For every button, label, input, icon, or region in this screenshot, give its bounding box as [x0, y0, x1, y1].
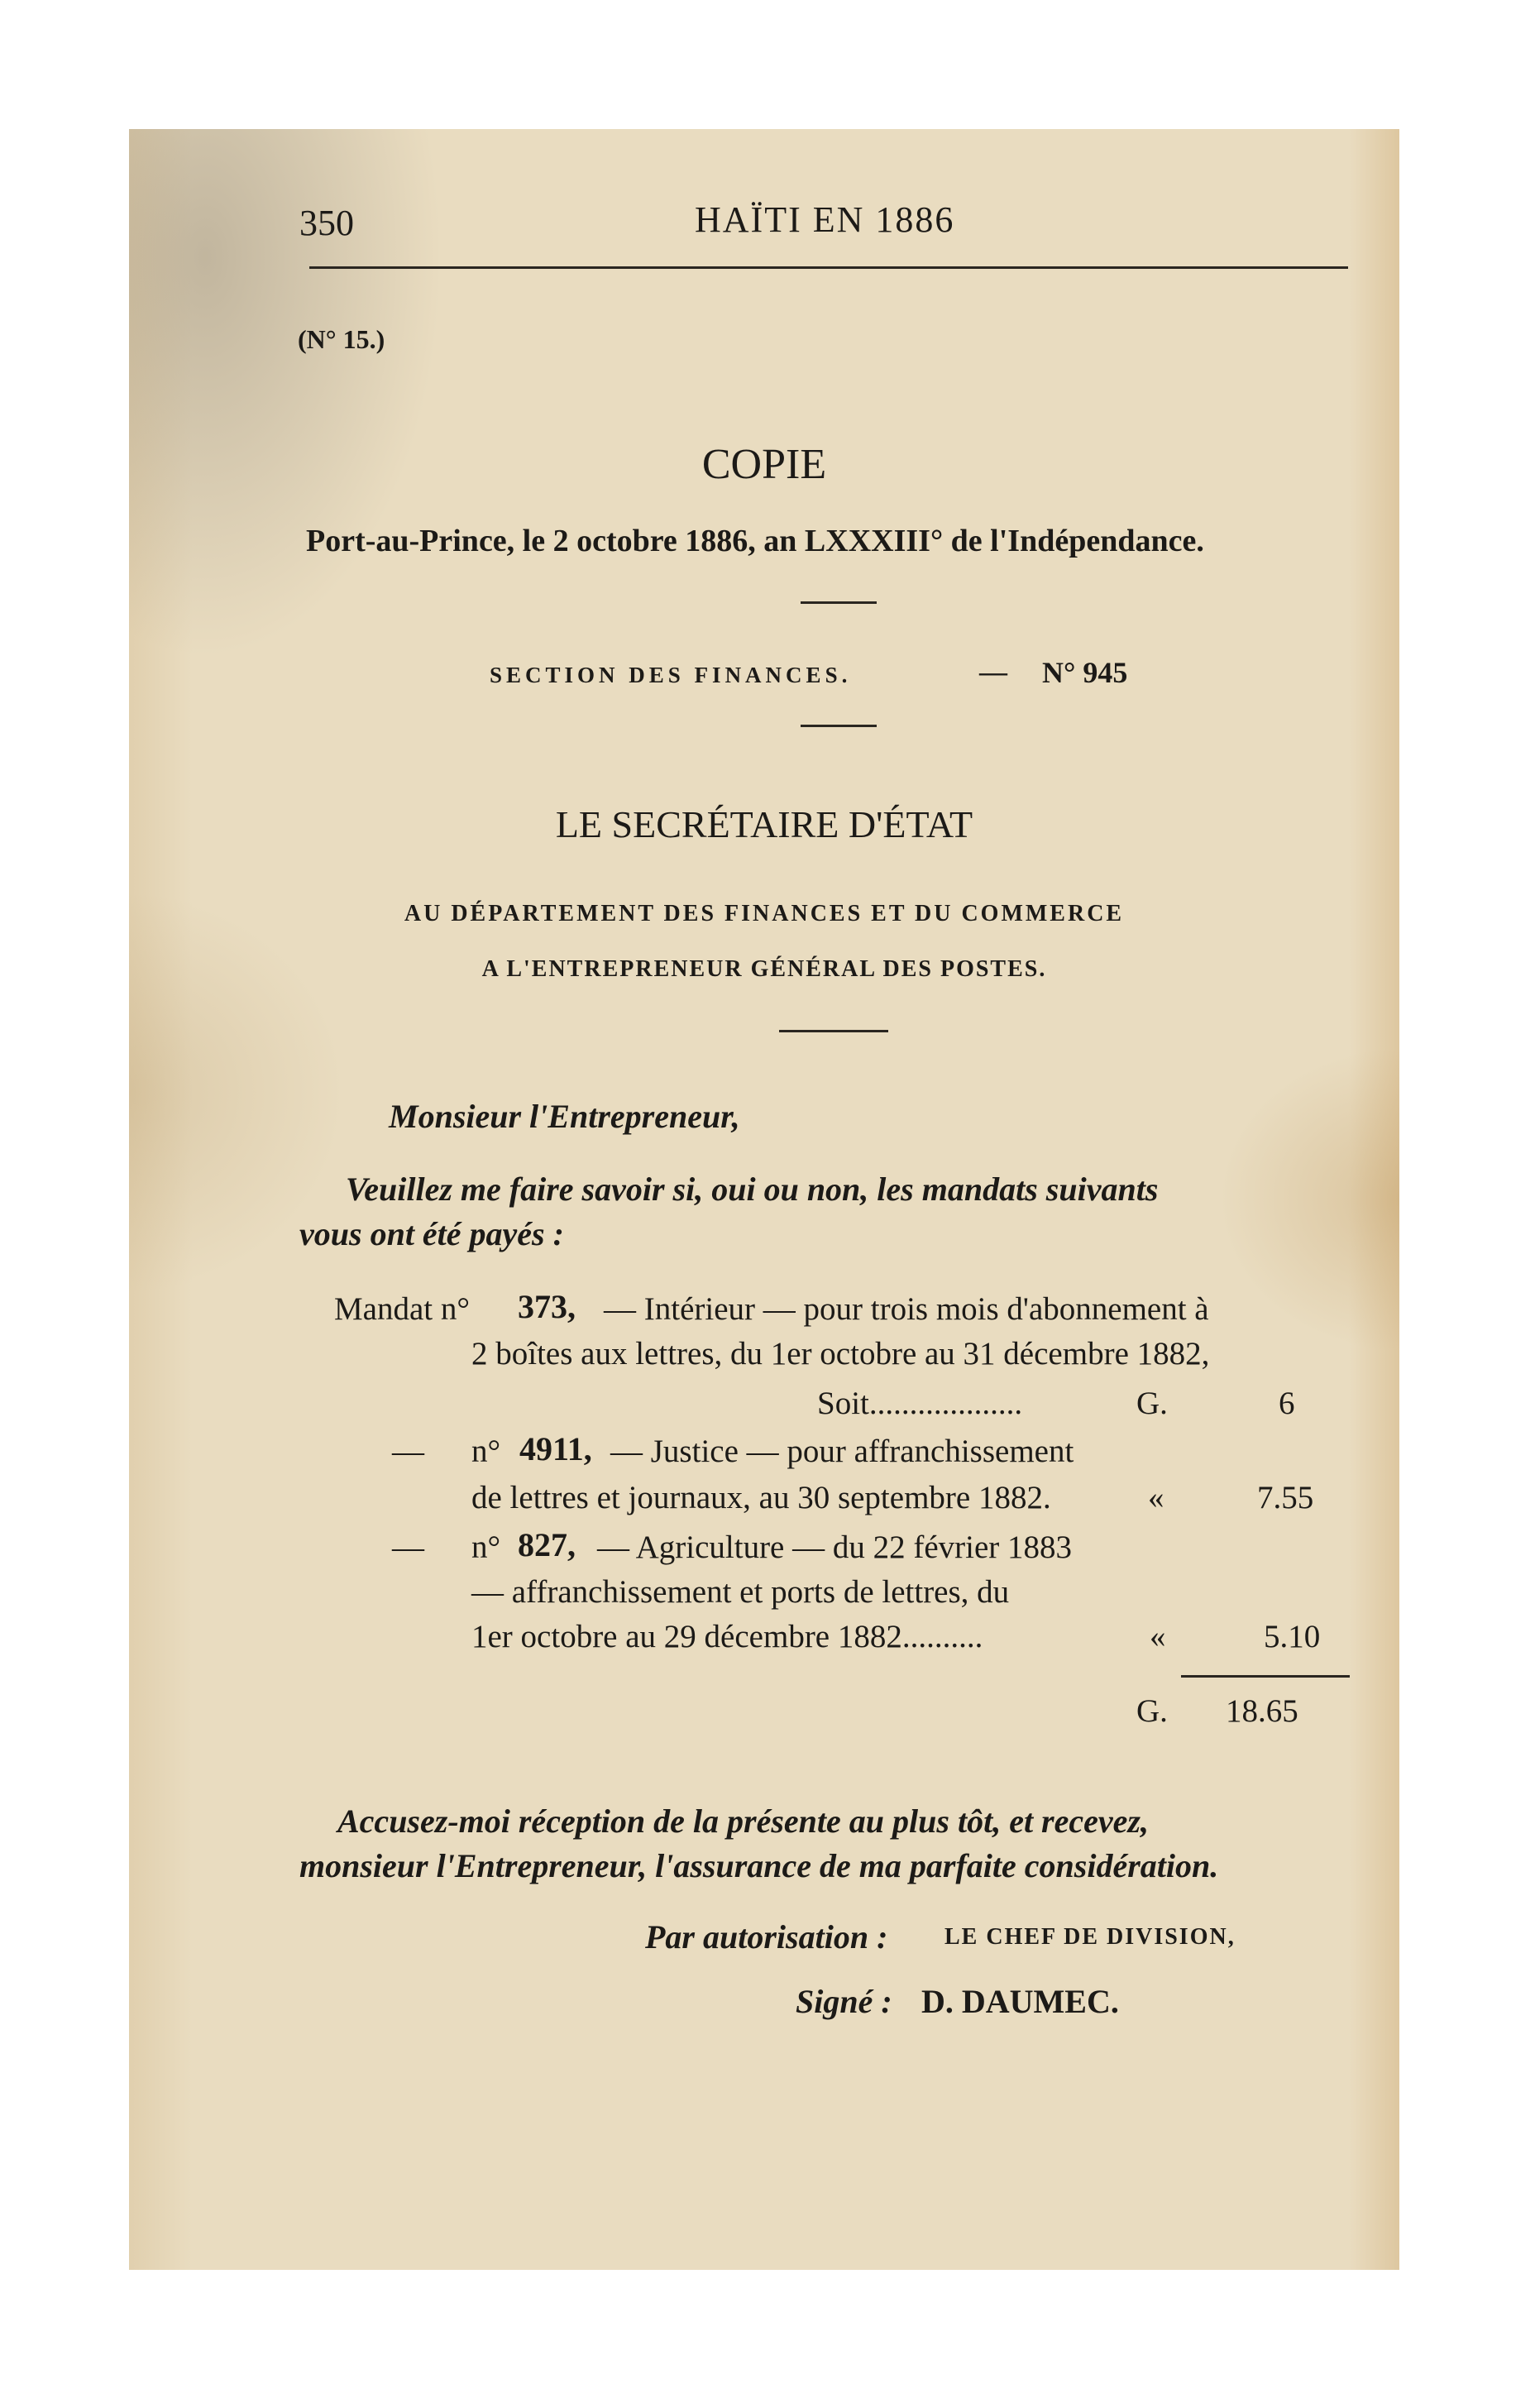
mandate-dash: —	[392, 1434, 424, 1469]
divider-short-3	[779, 1030, 888, 1032]
mandate-line-2: — affranchissement et ports de lettres, du	[471, 1574, 1010, 1610]
mandate-currency: «	[1150, 1619, 1166, 1654]
request-line-2: vous ont été payés :	[299, 1215, 564, 1252]
total-amount: 18.65	[1226, 1693, 1298, 1729]
dateline: Port-au-Prince, le 2 octobre 1886, an LXXXIII° de l'Indépendance.	[306, 524, 1204, 558]
divider-short-1	[801, 601, 877, 604]
mandate-line-2: de lettres et journaux, au 30 septembre 1882.	[471, 1480, 1051, 1515]
mandate-line-2: 2 boîtes aux lettres, du 1er octobre au 31 décembre 1882,	[471, 1336, 1210, 1372]
mandate-currency: «	[1148, 1480, 1164, 1515]
mandate-dash: —	[392, 1530, 424, 1565]
mandate-number: 373,	[518, 1288, 576, 1325]
mandate-prefix: n°	[471, 1434, 501, 1469]
closing-line-1: Accusez-moi réception de la présente au plus tôt, et recevez,	[337, 1802, 1149, 1840]
authorization-title: LE CHEF DE DIVISION,	[944, 1924, 1236, 1950]
document-number: (N° 15.)	[298, 324, 385, 354]
mandate-number: 827,	[518, 1526, 576, 1563]
request-line-1: Veuillez me faire savoir si, oui ou non, les mandats suivants	[346, 1170, 1159, 1208]
total-currency: G.	[1136, 1693, 1168, 1729]
header-rule	[309, 266, 1348, 269]
mandate-line-3: Soit...................	[817, 1386, 1023, 1421]
authorization-label: Par autorisation :	[645, 1918, 888, 1956]
mandate-amount: 6	[1279, 1386, 1295, 1421]
divider-short-2	[801, 725, 877, 727]
mandate-currency: G.	[1136, 1386, 1168, 1421]
mandate-line-1: — Justice — pour affranchissement	[610, 1434, 1074, 1469]
heading: LE SECRÉTAIRE D'ÉTAT	[555, 803, 973, 845]
mandate-number: 4911,	[519, 1430, 592, 1467]
mandate-amount: 5.10	[1264, 1619, 1321, 1654]
salutation: Monsieur l'Entrepreneur,	[389, 1098, 740, 1135]
section-label: SECTION DES FINANCES.	[490, 663, 852, 687]
total-rule	[1181, 1675, 1350, 1678]
closing-line-2: monsieur l'Entrepreneur, l'assurance de ma parfaite considération.	[299, 1847, 1219, 1884]
signature-name: D. DAUMEC.	[921, 1983, 1119, 2020]
page-number: 350	[299, 203, 354, 243]
mandate-prefix: n°	[471, 1530, 501, 1565]
mandate-line-1: — Agriculture — du 22 février 1883	[597, 1530, 1073, 1565]
signature-label: Signé :	[796, 1983, 892, 2020]
running-title: HAÏTI EN 1886	[695, 199, 955, 240]
mandate-line-3: 1er octobre au 29 décembre 1882..........	[471, 1619, 983, 1654]
book-page	[129, 129, 1399, 2270]
document-title: COPIE	[701, 441, 827, 488]
section-number: N° 945	[1042, 656, 1128, 689]
section-dash: —	[979, 657, 1007, 687]
mandate-prefix: Mandat n°	[334, 1291, 470, 1327]
mandate-line-1: — Intérieur — pour trois mois d'abonnement à	[604, 1291, 1209, 1327]
subheading-addressee: A L'ENTREPRENEUR GÉNÉRAL DES POSTES.	[481, 956, 1047, 982]
mandate-amount: 7.55	[1257, 1480, 1314, 1515]
subheading-department: AU DÉPARTEMENT DES FINANCES ET DU COMMERCE	[404, 901, 1125, 926]
